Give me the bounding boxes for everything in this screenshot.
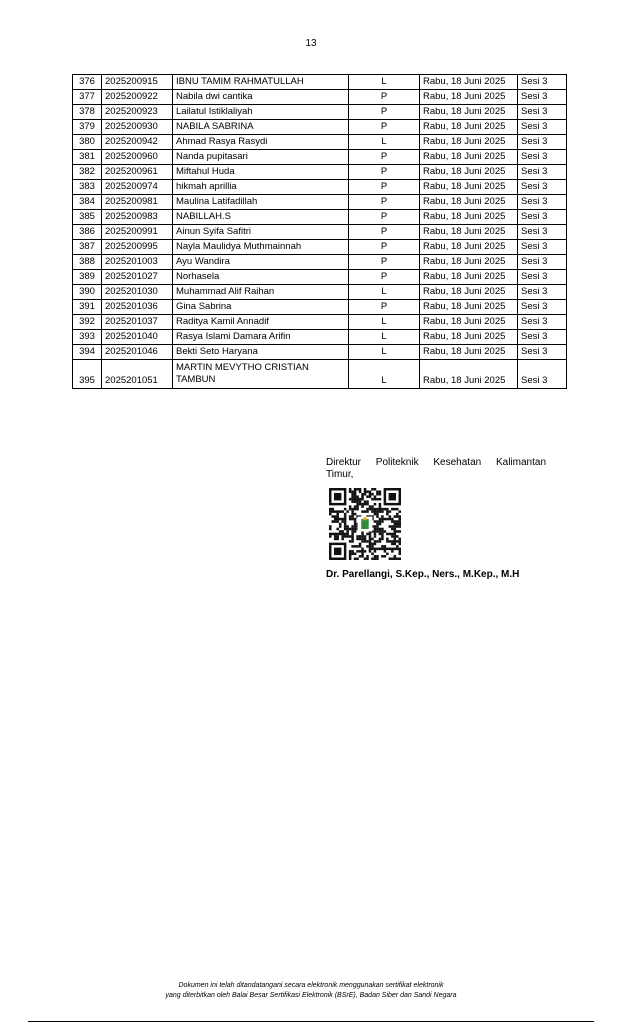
exam-date-cell: Rabu, 18 Juni 2025	[420, 255, 518, 270]
student-name-cell: IBNU TAMIM RAHMATULLAH	[173, 75, 349, 90]
footer-line-1: Dokumen ini telah ditandatangani secara elektronik menggunakan sertifikat elektronik	[178, 982, 444, 989]
session-cell: Sesi 3	[518, 120, 567, 135]
table-row	[73, 105, 567, 120]
signer-title: Direktur Politeknik Kesehatan Kalimantan Timur,	[326, 457, 546, 480]
session-cell: Sesi 3	[518, 345, 567, 360]
row-number-cell: 379	[73, 120, 102, 135]
student-id-cell: 2025200922	[102, 90, 173, 105]
table-row	[73, 300, 567, 315]
session-cell: Sesi 3	[518, 180, 567, 195]
student-name-cell: Norhasela	[173, 270, 349, 285]
exam-date-cell: Rabu, 18 Juni 2025	[420, 135, 518, 150]
exam-date-cell: Rabu, 18 Juni 2025	[420, 180, 518, 195]
row-number-cell: 386	[73, 225, 102, 240]
row-number-cell: 391	[73, 300, 102, 315]
gender-cell: L	[349, 135, 420, 150]
student-name-cell: Ahmad Rasya Rasydi	[173, 135, 349, 150]
gender-cell: L	[349, 360, 420, 389]
table-row	[73, 225, 567, 240]
row-number-cell: 395	[73, 360, 102, 389]
gender-cell: P	[349, 105, 420, 120]
row-number-cell: 380	[73, 135, 102, 150]
session-cell: Sesi 3	[518, 135, 567, 150]
row-number-cell: 392	[73, 315, 102, 330]
table-row	[73, 75, 567, 90]
row-number-cell: 381	[73, 150, 102, 165]
student-name-cell: NABILLAH.S	[173, 210, 349, 225]
exam-date-cell: Rabu, 18 Juni 2025	[420, 345, 518, 360]
student-id-cell: 2025201030	[102, 285, 173, 300]
session-cell: Sesi 3	[518, 270, 567, 285]
row-number-cell: 385	[73, 210, 102, 225]
exam-date-cell: Rabu, 18 Juni 2025	[420, 285, 518, 300]
session-cell: Sesi 3	[518, 75, 567, 90]
signature-block	[326, 457, 546, 580]
session-cell: Sesi 3	[518, 90, 567, 105]
student-id-cell: 2025200991	[102, 225, 173, 240]
gender-cell: P	[349, 270, 420, 285]
gender-cell: P	[349, 225, 420, 240]
page-number: 13	[305, 38, 317, 49]
student-id-cell: 2025200923	[102, 105, 173, 120]
session-cell: Sesi 3	[518, 300, 567, 315]
gender-cell: L	[349, 315, 420, 330]
student-name-cell: Muhammad Alif Raihan	[173, 285, 349, 300]
student-roster-table	[72, 74, 567, 389]
student-id-cell: 2025201051	[102, 360, 173, 389]
student-name-cell: Raditya Kamil Annadif	[173, 315, 349, 330]
exam-date-cell: Rabu, 18 Juni 2025	[420, 360, 518, 389]
student-id-cell: 2025200983	[102, 210, 173, 225]
student-name-cell: Ainun Syifa Safitri	[173, 225, 349, 240]
row-number-cell: 378	[73, 105, 102, 120]
session-cell: Sesi 3	[518, 150, 567, 165]
gender-cell: P	[349, 150, 420, 165]
gender-cell: P	[349, 90, 420, 105]
gender-cell: L	[349, 285, 420, 300]
row-number-cell: 376	[73, 75, 102, 90]
row-number-cell: 384	[73, 195, 102, 210]
gender-cell: P	[349, 195, 420, 210]
e-signature-footer-note	[0, 981, 622, 1001]
table-row	[73, 315, 567, 330]
footer-line-2: yang diterbitkan oleh Balai Besar Sertifikasi Elektronik (BSrE), Badan Siber dan Sandi Negara	[165, 992, 457, 999]
student-id-cell: 2025200915	[102, 75, 173, 90]
gender-cell: P	[349, 165, 420, 180]
table-row	[73, 270, 567, 285]
row-number-cell: 387	[73, 240, 102, 255]
student-id-cell: 2025201027	[102, 270, 173, 285]
table-row	[73, 120, 567, 135]
table-row	[73, 90, 567, 105]
exam-date-cell: Rabu, 18 Juni 2025	[420, 105, 518, 120]
session-cell: Sesi 3	[518, 240, 567, 255]
signer-name: Dr. Parellangi, S.Kep., Ners., M.Kep., M.H	[326, 569, 520, 580]
exam-date-cell: Rabu, 18 Juni 2025	[420, 315, 518, 330]
table-row	[73, 255, 567, 270]
row-number-cell: 388	[73, 255, 102, 270]
gender-cell: L	[349, 345, 420, 360]
student-name-cell: Bekti Seto Haryana	[173, 345, 349, 360]
table-row	[73, 240, 567, 255]
student-name-cell: MARTIN MEVYTHO CRISTIAN TAMBUN	[173, 360, 349, 389]
table-row	[73, 180, 567, 195]
exam-date-cell: Rabu, 18 Juni 2025	[420, 195, 518, 210]
exam-date-cell: Rabu, 18 Juni 2025	[420, 240, 518, 255]
student-id-cell: 2025201003	[102, 255, 173, 270]
exam-date-cell: Rabu, 18 Juni 2025	[420, 150, 518, 165]
row-number-cell: 383	[73, 180, 102, 195]
table-row	[73, 330, 567, 345]
student-name-cell: NABILA SABRINA	[173, 120, 349, 135]
gender-cell: P	[349, 255, 420, 270]
table-row	[73, 135, 567, 150]
session-cell: Sesi 3	[518, 165, 567, 180]
session-cell: Sesi 3	[518, 315, 567, 330]
row-number-cell: 393	[73, 330, 102, 345]
gender-cell: P	[349, 240, 420, 255]
student-id-cell: 2025201040	[102, 330, 173, 345]
gender-cell: L	[349, 75, 420, 90]
gender-cell: P	[349, 180, 420, 195]
exam-date-cell: Rabu, 18 Juni 2025	[420, 270, 518, 285]
student-name-cell: Nanda pupitasari	[173, 150, 349, 165]
gender-cell: P	[349, 210, 420, 225]
student-id-cell: 2025200942	[102, 135, 173, 150]
table-row	[73, 285, 567, 300]
footer-divider	[28, 1021, 594, 1022]
qr-code-icon	[329, 488, 401, 560]
student-name-cell: Maulina Latifadillah	[173, 195, 349, 210]
row-number-cell: 394	[73, 345, 102, 360]
student-id-cell: 2025200961	[102, 165, 173, 180]
student-id-cell: 2025201037	[102, 315, 173, 330]
exam-date-cell: Rabu, 18 Juni 2025	[420, 210, 518, 225]
student-id-cell: 2025200995	[102, 240, 173, 255]
exam-date-cell: Rabu, 18 Juni 2025	[420, 120, 518, 135]
exam-date-cell: Rabu, 18 Juni 2025	[420, 330, 518, 345]
exam-date-cell: Rabu, 18 Juni 2025	[420, 75, 518, 90]
student-id-cell: 2025201036	[102, 300, 173, 315]
table-row	[73, 150, 567, 165]
student-name-cell: Miftahul Huda	[173, 165, 349, 180]
table-row	[73, 360, 567, 389]
student-name-cell: Nayla Maulidya Muthmainnah	[173, 240, 349, 255]
row-number-cell: 382	[73, 165, 102, 180]
table-row	[73, 345, 567, 360]
gender-cell: P	[349, 120, 420, 135]
exam-date-cell: Rabu, 18 Juni 2025	[420, 165, 518, 180]
session-cell: Sesi 3	[518, 255, 567, 270]
row-number-cell: 390	[73, 285, 102, 300]
row-number-cell: 389	[73, 270, 102, 285]
exam-date-cell: Rabu, 18 Juni 2025	[420, 90, 518, 105]
table-row	[73, 195, 567, 210]
gender-cell: P	[349, 300, 420, 315]
table-row	[73, 165, 567, 180]
session-cell: Sesi 3	[518, 330, 567, 345]
student-name-cell: hikmah aprillia	[173, 180, 349, 195]
student-name-cell: Nabila dwi cantika	[173, 90, 349, 105]
table-row	[73, 210, 567, 225]
student-id-cell: 2025200960	[102, 150, 173, 165]
session-cell: Sesi 3	[518, 195, 567, 210]
student-id-cell: 2025200974	[102, 180, 173, 195]
student-name-cell: Gina Sabrina	[173, 300, 349, 315]
student-name-cell: Ayu Wandira	[173, 255, 349, 270]
session-cell: Sesi 3	[518, 105, 567, 120]
student-id-cell: 2025201046	[102, 345, 173, 360]
session-cell: Sesi 3	[518, 210, 567, 225]
exam-date-cell: Rabu, 18 Juni 2025	[420, 300, 518, 315]
gender-cell: L	[349, 330, 420, 345]
student-id-cell: 2025200981	[102, 195, 173, 210]
student-id-cell: 2025200930	[102, 120, 173, 135]
row-number-cell: 377	[73, 90, 102, 105]
student-name-cell: Rasya Islami Damara Arifin	[173, 330, 349, 345]
session-cell: Sesi 3	[518, 285, 567, 300]
exam-date-cell: Rabu, 18 Juni 2025	[420, 225, 518, 240]
session-cell: Sesi 3	[518, 225, 567, 240]
student-name-cell: Lailatul Istiklaliyah	[173, 105, 349, 120]
session-cell: Sesi 3	[518, 360, 567, 389]
